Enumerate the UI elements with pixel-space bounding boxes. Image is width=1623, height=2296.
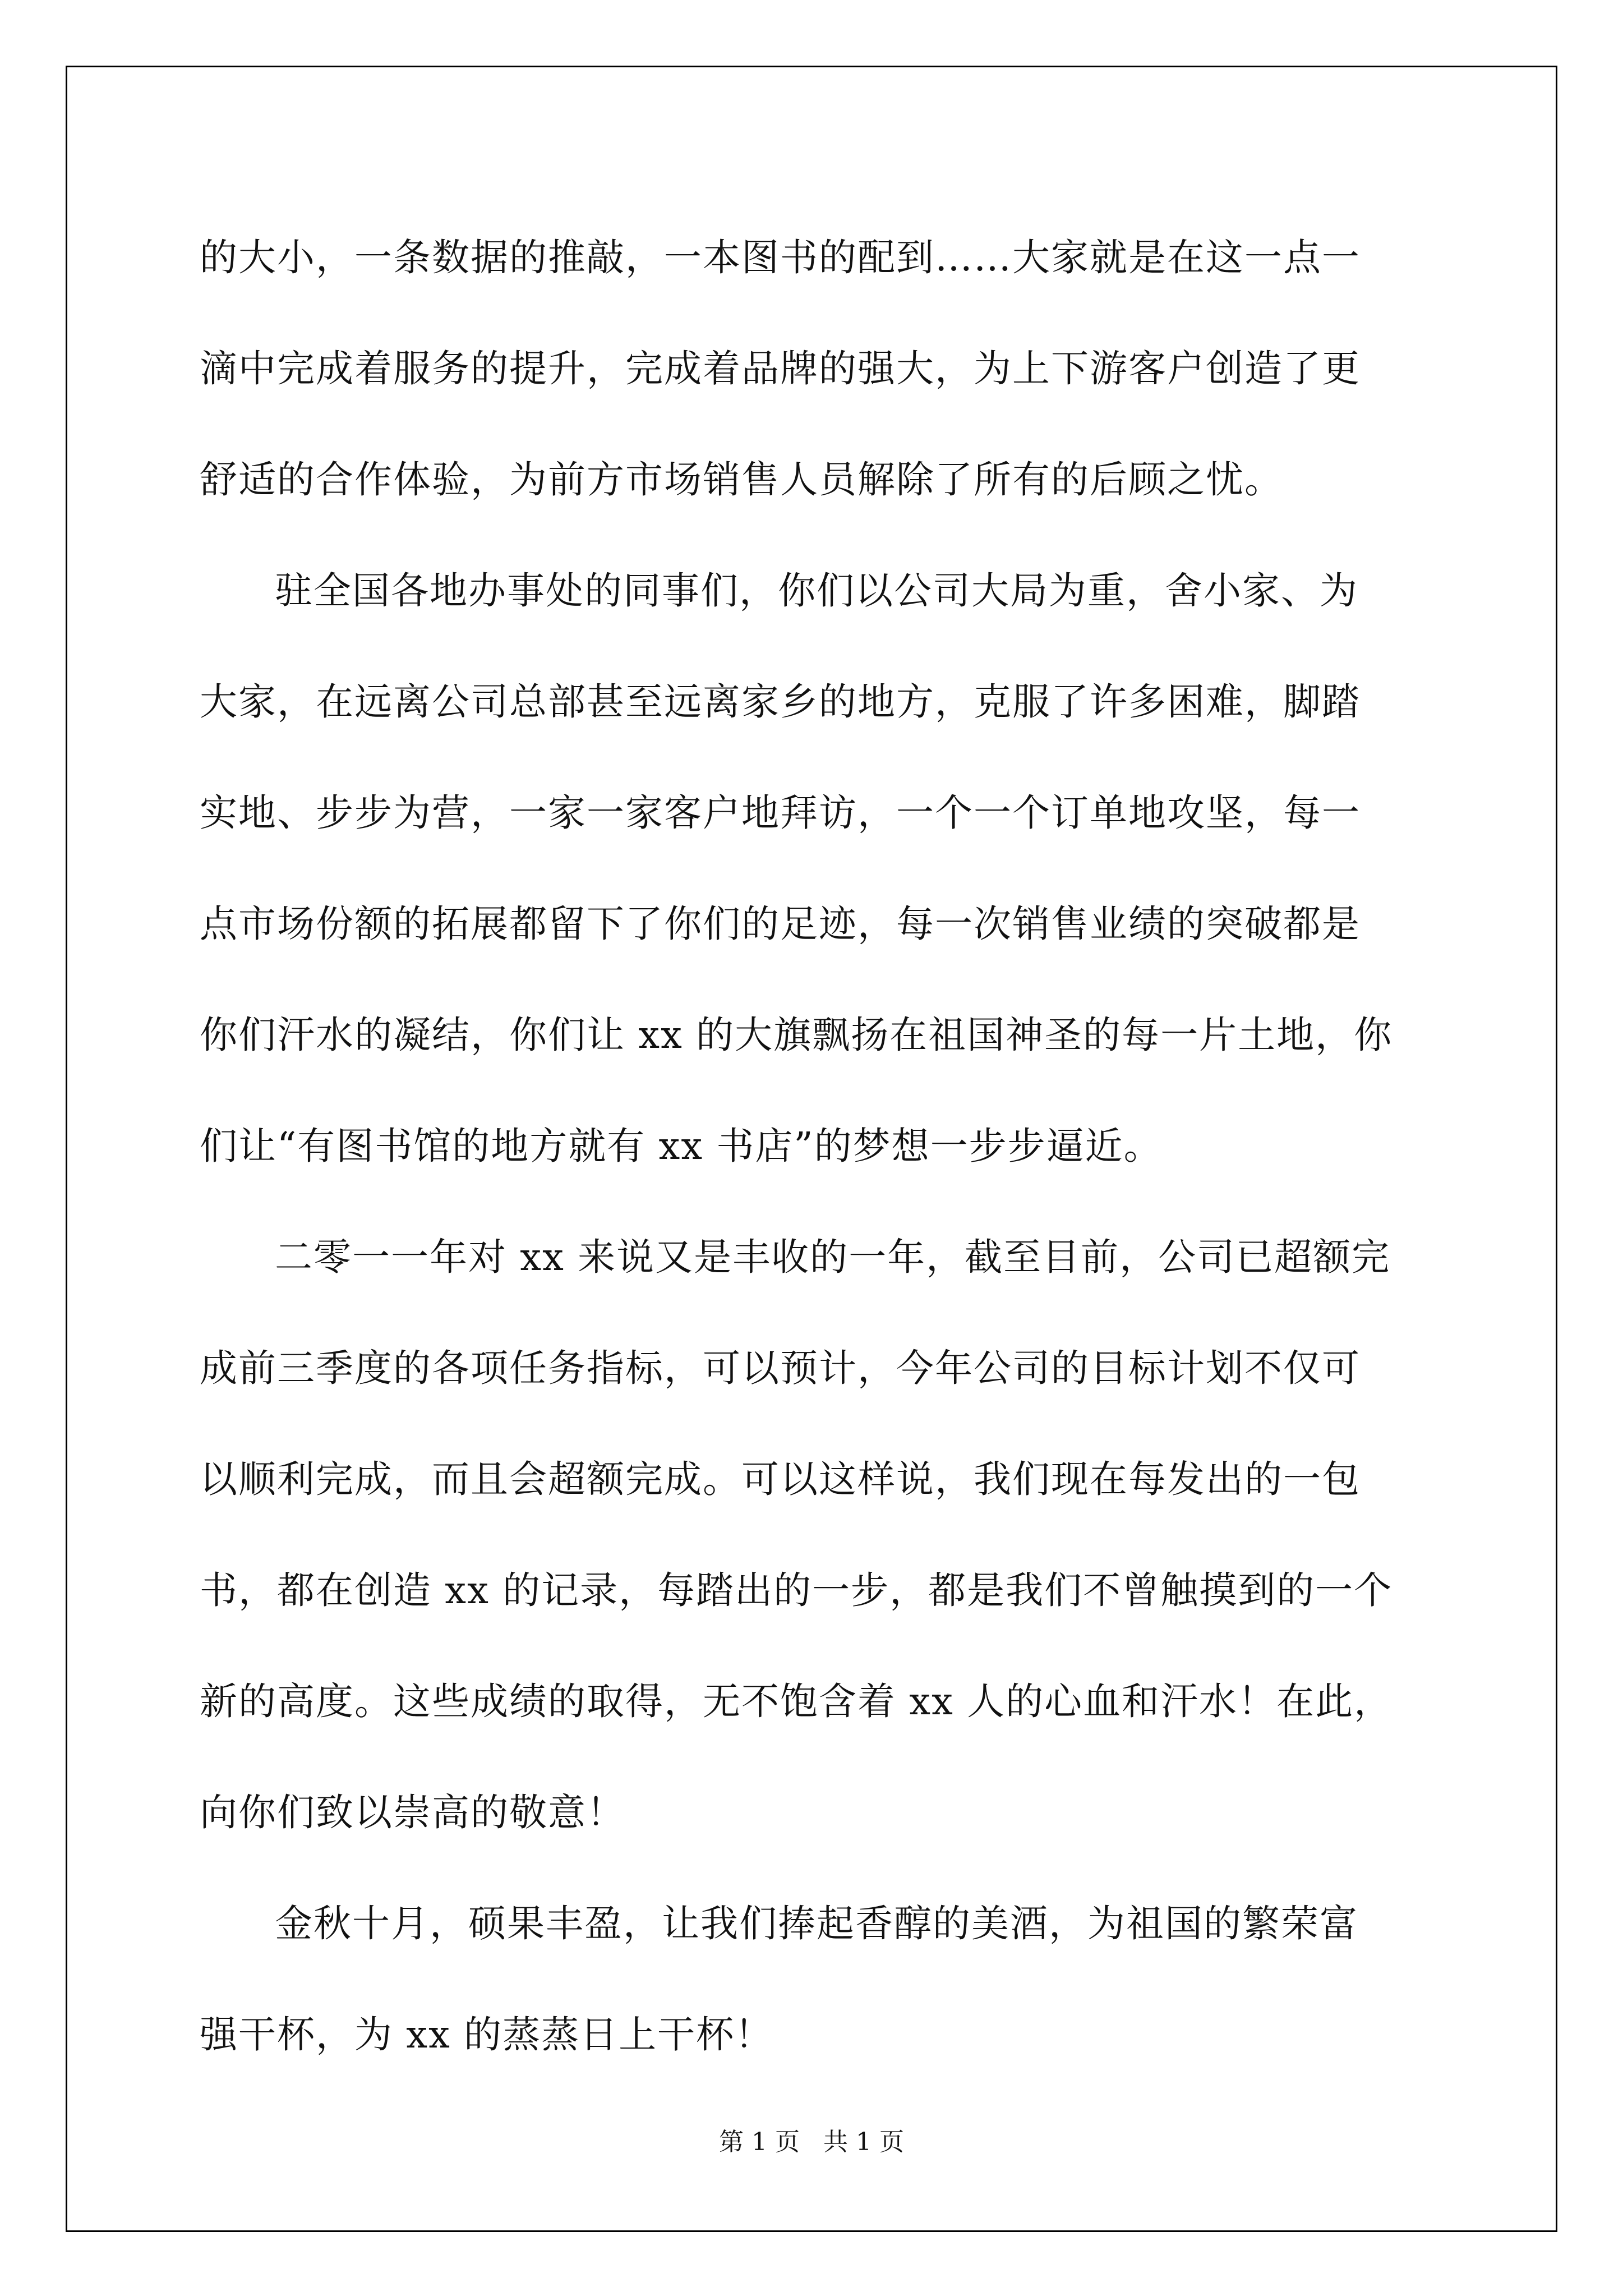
text-line: 新的高度。这些成绩的取得，无不饱含着 xx 人的心血和汗水！在此， — [200, 1680, 1393, 1723]
text-line: 以顺利完成，而且会超额完成。可以这样说，我们现在每发出的一包 — [200, 1457, 1361, 1501]
text-line: 成前三季度的各项任务指标，可以预计，今年公司的目标计划不仅可 — [200, 1346, 1361, 1390]
paragraph-1 — [200, 202, 1428, 535]
text-line: 舒适的合作体验，为前方市场销售人员解除了所有的后顾之忧。 — [200, 458, 1283, 501]
text-line: 你们汗水的凝结，你们让 xx 的大旗飘扬在祖国神圣的每一片土地，你 — [200, 1013, 1393, 1057]
text-line: 实地、步步为营，一家一家客户地拜访，一个一个订单地攻坚，每一 — [200, 791, 1361, 835]
text-line: 滴中完成着服务的提升，完成着品牌的强大，为上下游客户创造了更 — [200, 347, 1361, 390]
paragraph-4 — [200, 1868, 1428, 2090]
text-line: 们让“有图书馆的地方就有 xx 书店”的梦想一步步逼近。 — [200, 1124, 1163, 1168]
paragraph-3 — [200, 1202, 1428, 1868]
text-line: 书，都在创造 xx 的记录，每踏出的一步，都是我们不曾触摸到的一个 — [200, 1568, 1393, 1612]
text-line: 驻全国各地办事处的同事们，你们以公司大局为重，舍小家、为 — [275, 569, 1358, 613]
text-line: 二零一一年对 xx 来说又是丰收的一年，截至目前，公司已超额完 — [275, 1235, 1391, 1279]
text-line: 强干杯，为 xx 的蒸蒸日上干杯！ — [200, 2013, 774, 2056]
text-line: 向你们致以崇高的敬意！ — [200, 1791, 625, 1834]
text-line: 金秋十月，硕果丰盈，让我们捧起香醇的美酒，为祖国的繁荣富 — [275, 1902, 1358, 1945]
document-body — [200, 202, 1428, 2090]
paragraph-2 — [200, 535, 1428, 1202]
text-line: 的大小，一条数据的推敲，一本图书的配到……大家就是在这一点一 — [200, 236, 1361, 279]
text-line: 大家，在远离公司总部甚至远离家乡的地方，克服了许多困难，脚踏 — [200, 680, 1361, 724]
page-number-footer: 第 1 页 共 1 页 — [719, 2128, 904, 2156]
text-line: 点市场份额的拓展都留下了你们的足迹，每一次销售业绩的突破都是 — [200, 902, 1361, 946]
